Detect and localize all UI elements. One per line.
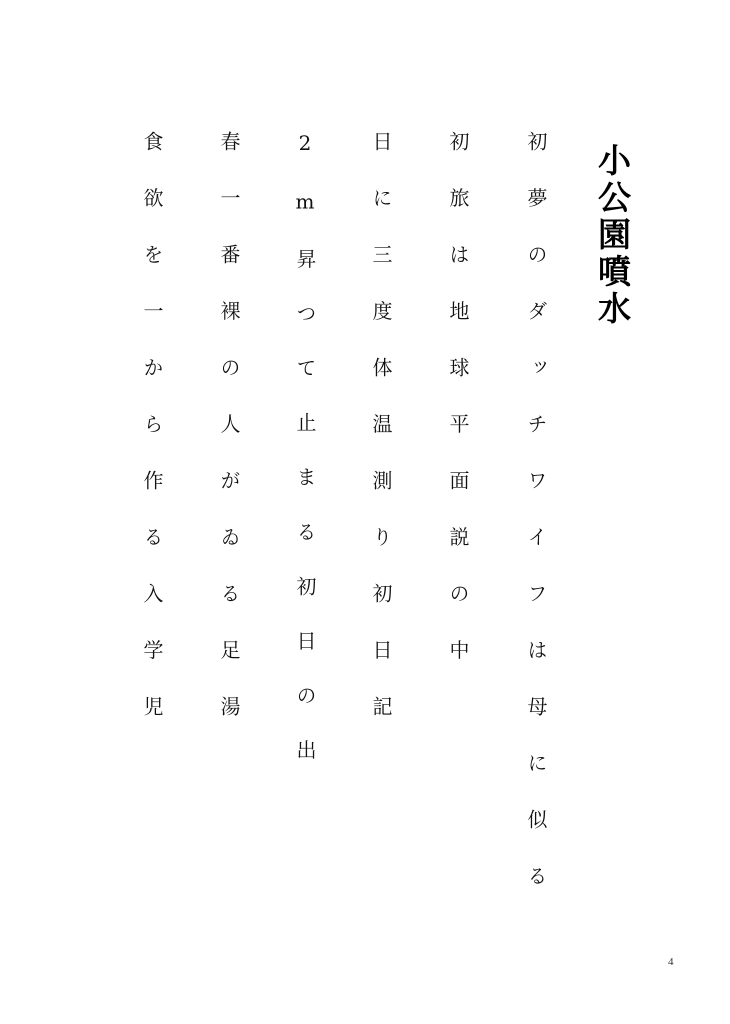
- haiku-line-5: 春一番裸の人がゐる足湯: [217, 131, 241, 753]
- haiku-line-3: 日に三度体温測り初日記: [369, 131, 393, 753]
- page-number: 4: [668, 956, 674, 968]
- haiku-line-6: 食欲を一から作る入学児: [140, 131, 164, 753]
- haiku-line-1: 初夢のダッチワイフは母に似る: [524, 131, 548, 922]
- haiku-line-2: 初旅は地球平面説の中: [446, 131, 470, 696]
- page-title: 小公園噴水: [593, 143, 632, 328]
- haiku-line-4: 2m昇つて止まる初日の出: [293, 131, 317, 795]
